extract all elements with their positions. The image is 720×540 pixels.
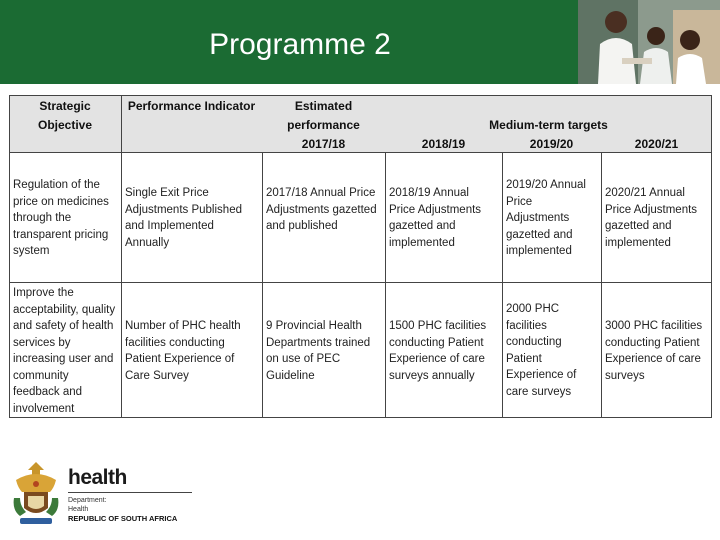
row2-objective: Improve the acceptability, quality and safety of health services by increasing user and community feedback and involvement bbox=[13, 287, 116, 415]
country-name: REPUBLIC OF SOUTH AFRICA bbox=[68, 514, 178, 523]
row1-target-2018-19: 2018/19 Annual Price Adjustments gazetted and implemented bbox=[389, 187, 482, 249]
header-photo bbox=[578, 0, 720, 84]
header-estimated-performance: Estimated performance 2017/18 bbox=[287, 99, 360, 151]
row1-objective: Regulation of the price on medicines through the transparent pricing system bbox=[13, 179, 109, 257]
row1-target-2019-20: 2019/20 Annual Price Adjustments gazetted and implemented bbox=[506, 179, 586, 257]
header-year-2020-21: 2020/21 bbox=[634, 137, 679, 151]
slide-title: Programme 2 bbox=[209, 28, 391, 61]
row1-indicator: Single Exit Price Adjustments Published and Implemented Annually bbox=[125, 187, 242, 249]
header-strategic-objective: Strategic Objective bbox=[37, 99, 93, 132]
header-performance-indicator: Performance Indicator bbox=[127, 99, 256, 113]
row2-target-2018-19: 1500 PHC facilities conducting Patient Experience of care surveys annually bbox=[389, 320, 487, 382]
brand-name: health bbox=[68, 466, 127, 489]
department-logo bbox=[68, 466, 192, 524]
title-banner bbox=[0, 0, 720, 84]
header-medium-term-targets: Medium-term targets bbox=[489, 118, 608, 132]
row1-estimated: 2017/18 Annual Price Adjustments gazetted and published bbox=[266, 187, 377, 232]
department-name: Health bbox=[68, 506, 89, 513]
row2-target-2020-21: 3000 PHC facilities conducting Patient Experience of care surveys bbox=[605, 320, 703, 382]
row1-target-2020-21: 2020/21 Annual Price Adjustments gazetted and implemented bbox=[605, 187, 698, 249]
row2-estimated: 9 Provincial Health Departments trained on use of PEC Guideline bbox=[266, 320, 371, 382]
row2-target-2019-20: 2000 PHC facilities conducting Patient Experience of care surveys bbox=[506, 303, 577, 398]
targets-table bbox=[9, 95, 712, 418]
header-year-2019-20: 2019/20 bbox=[529, 137, 574, 151]
header-year-2018-19: 2018/19 bbox=[421, 137, 466, 151]
department-label: Department: bbox=[68, 497, 107, 504]
coat-of-arms-icon bbox=[10, 458, 62, 530]
brand-divider bbox=[68, 492, 192, 493]
row2-indicator: Number of PHC health facilities conducting Patient Experience of Care Survey bbox=[125, 320, 241, 382]
